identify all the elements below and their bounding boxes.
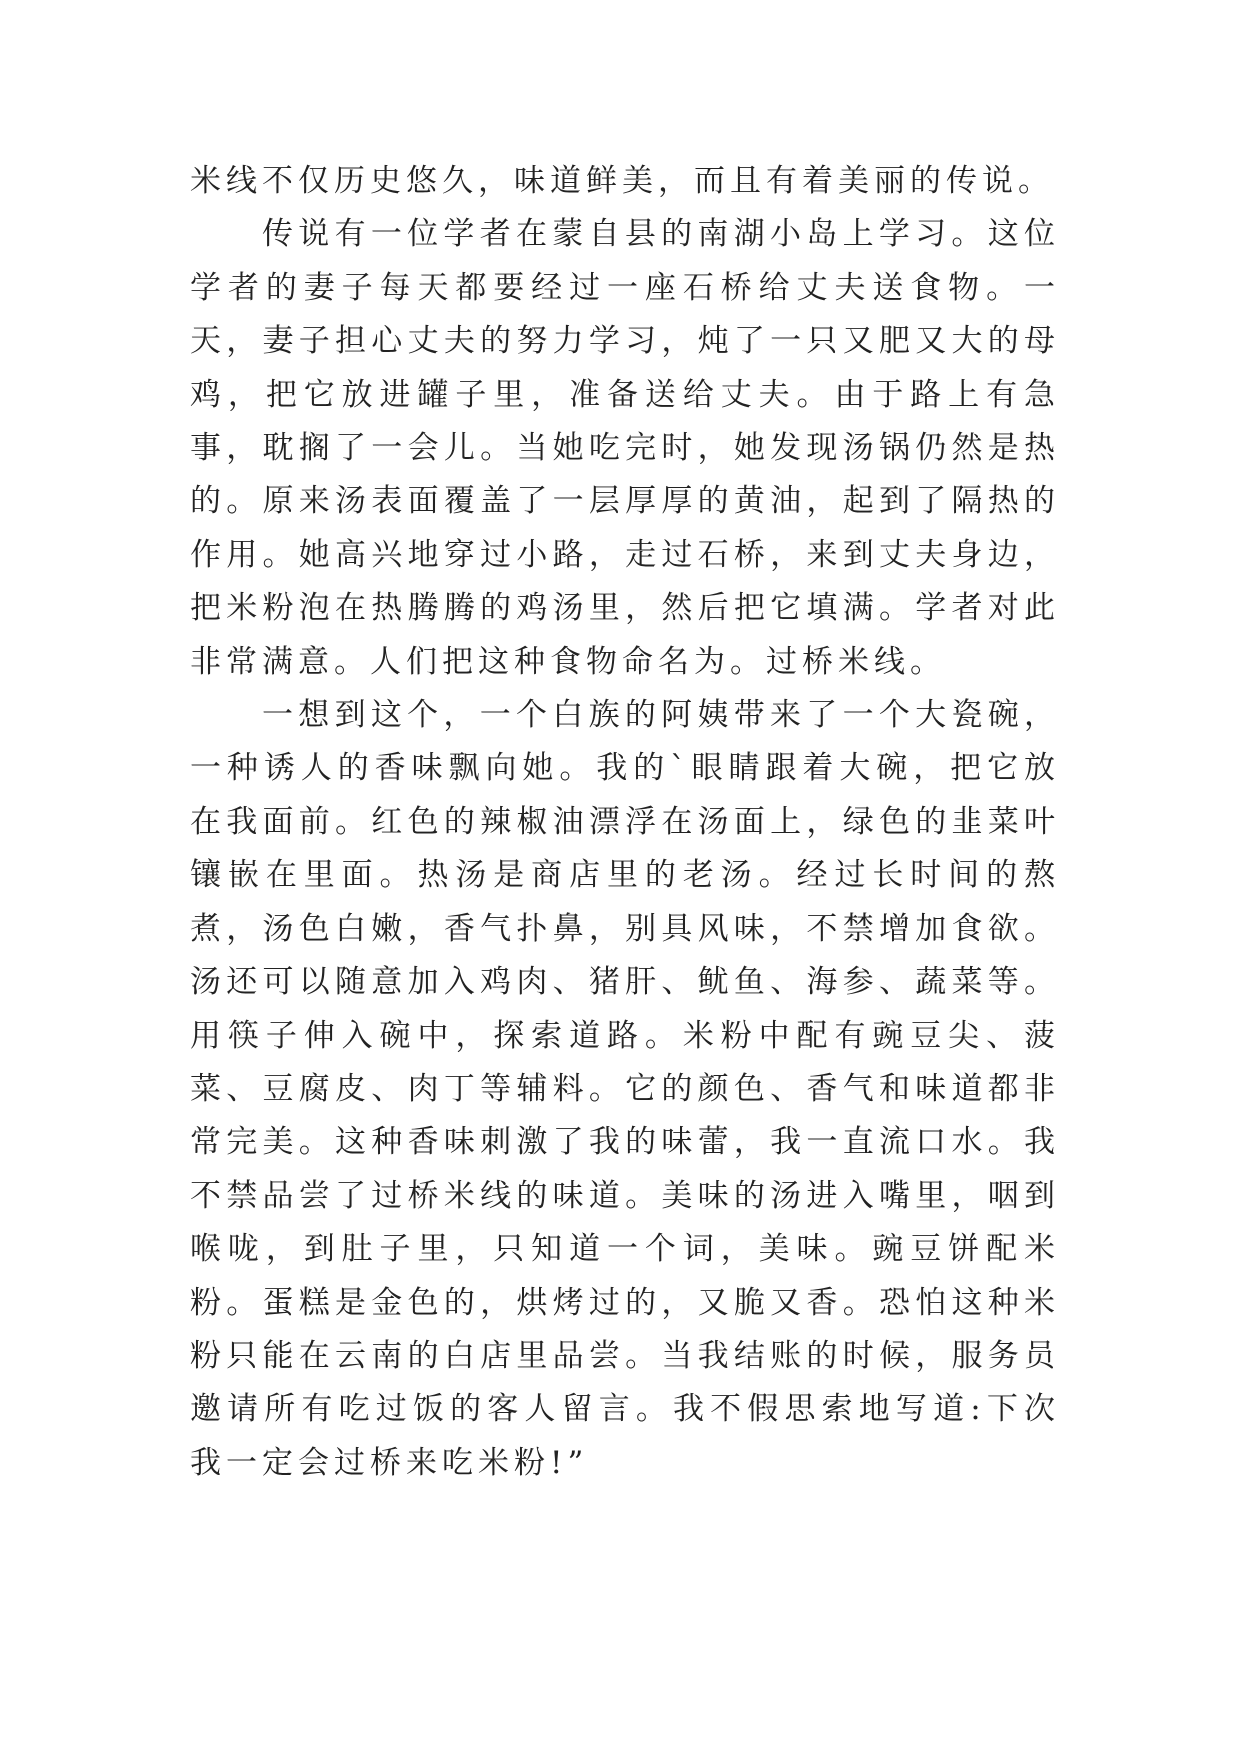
- paragraph-intro: 米线不仅历史悠久，味道鲜美，而且有着美丽的传说。: [190, 163, 1054, 199]
- body-text: [190, 155, 1060, 1490]
- paragraph-experience: 一想到这个，一个白族的阿姨带来了一个大瓷碗，一种诱人的香味飘向她。我的`眼睛跟着大碗，把它放在我面前。红色的辣椒油漂浮在汤面上，绿色的韭菜叶镶嵌在里面。热汤是商店里的老汤。经过长时间的熬煮，汤色白嫩，香气扑鼻，别具风味，不禁增加食欲。汤还可以随意加入鸡肉、猪肝、鱿鱼、海参、蔬菜等。用筷子伸入碗中，探索道路。米粉中配有豌豆尖、菠菜、豆腐皮、肉丁等辅料。它的颜色、香气和味道都非常完美。这种香味刺激了我的味蕾，我一直流口水。我不禁品尝了过桥米线的味道。美味的汤进入嘴里，咽到喉咙，到肚子里，只知道一个词，美味。豌豆饼配米粉。蛋糕是金色的，烘烤过的，又脆又香。恐怕这种米粉只能在云南的白店里品尝。当我结账的时候，服务员邀请所有吃过饭的客人留言。我不假思索地写道:下次我一定会过桥来吃米粉!”: [190, 697, 1060, 1481]
- paragraph-legend: 传说有一位学者在蒙自县的南湖小岛上学习。这位学者的妻子每天都要经过一座石桥给丈夫送食物。一天，妻子担心丈夫的努力学习，炖了一只又肥又大的母鸡，把它放进罐子里，准备送给丈夫。由于路上有急事，耽搁了一会儿。当她吃完时，她发现汤锅仍然是热的。原来汤表面覆盖了一层厚厚的黄油，起到了隔热的作用。她高兴地穿过小路，走过石桥，来到丈夫身边，把米粉泡在热腾腾的鸡汤里，然后把它填满。学者对此非常满意。人们把这种食物命名为。过桥米线。: [190, 216, 1060, 680]
